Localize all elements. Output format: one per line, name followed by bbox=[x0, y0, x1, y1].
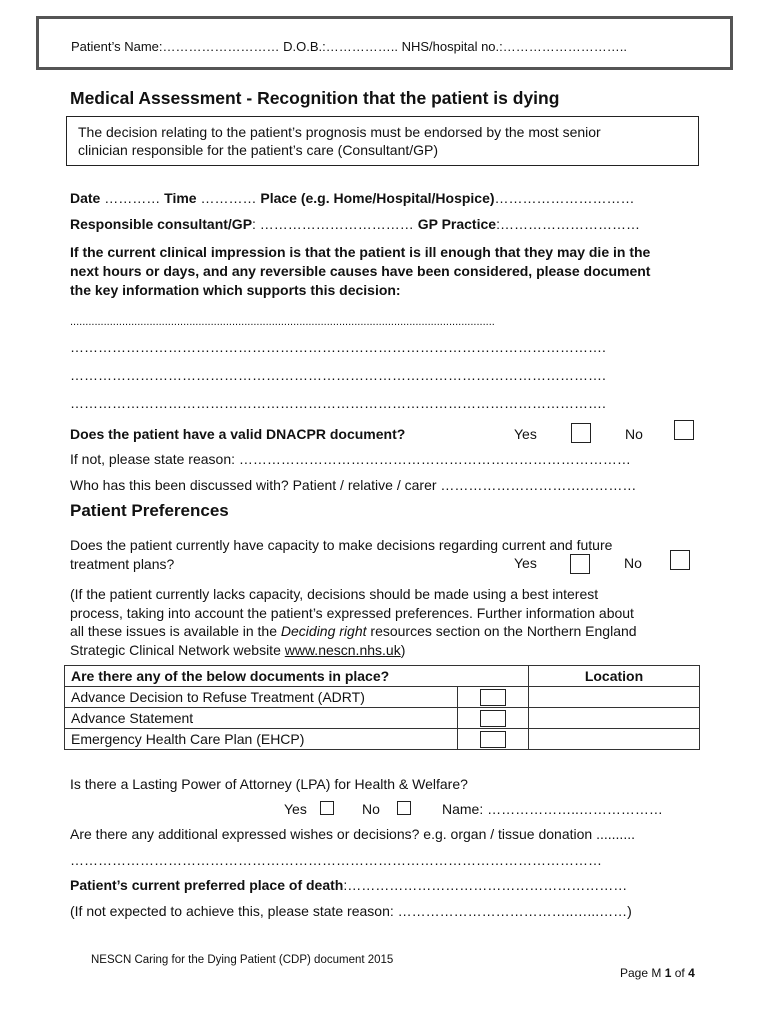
patient-details-line[interactable]: Patient’s Name:……………………… D.O.B.:…………….. NHS/hospital no.:……………………….. bbox=[71, 39, 627, 54]
documents-question-header: Are there any of the below documents in place? bbox=[65, 666, 529, 687]
time-label: Time bbox=[164, 190, 197, 206]
advance-statement-label: Advance Statement bbox=[65, 708, 458, 729]
lacks-line-4 bbox=[70, 641, 710, 660]
note-line-1: The decision relating to the patient’s prognosis must be endorsed by the most senior bbox=[78, 124, 601, 140]
lacks-line-4-end: ) bbox=[400, 641, 406, 658]
dnacpr-question: Does the patient have a valid DNACPR document? bbox=[70, 426, 406, 442]
nescn-website-link[interactable]: www.nescn.nhs.uk bbox=[284, 641, 401, 658]
not-expected-reason-field[interactable]: (If not expected to achieve this, please state reason: ………………………………..…...……) bbox=[70, 903, 632, 919]
deciding-right-text: Deciding right bbox=[280, 623, 367, 639]
capacity-no-checkbox[interactable] bbox=[670, 550, 690, 570]
impression-line-2: next hours or days, and any reversible causes have been considered, please document bbox=[70, 263, 651, 279]
preferred-place-field[interactable]: :…………………………………………………… bbox=[343, 877, 628, 893]
discussed-with-field[interactable]: Who has this been discussed with? Patient / relative / carer …………………………………… bbox=[70, 477, 637, 493]
time-field[interactable]: ………… bbox=[196, 190, 261, 206]
date-field[interactable]: ………… bbox=[100, 190, 165, 206]
ehcp-location-field[interactable] bbox=[529, 729, 700, 750]
dnacpr-no-label: No bbox=[625, 426, 643, 442]
consultant-line bbox=[70, 216, 640, 232]
dnacpr-no-checkbox[interactable] bbox=[674, 420, 694, 440]
key-information-line-3[interactable]: ……………………………………………………………………………………………………. bbox=[70, 367, 606, 383]
lacks-line-1: (If the patient currently lacks capacity, decisions should be made using a best interest bbox=[70, 586, 599, 602]
location-header: Location bbox=[529, 666, 700, 687]
gp-practice-field[interactable]: :………………………… bbox=[496, 216, 640, 232]
lpa-question: Is there a Lasting Power of Attorney (LPA) for Health & Welfare? bbox=[70, 776, 468, 792]
dnacpr-yes-label: Yes bbox=[514, 426, 537, 442]
table-row bbox=[65, 708, 700, 729]
preferred-place-label: Patient’s current preferred place of death bbox=[70, 877, 344, 893]
lacks-line-2: process, taking into account the patient’s expressed preferences. Further information about bbox=[70, 604, 634, 621]
key-information-line-2[interactable]: ……………………………………………………………………………………………………. bbox=[70, 339, 606, 355]
lacks-line-3-end: resources section on the Northern England bbox=[366, 623, 637, 639]
table-header-row bbox=[65, 666, 700, 687]
lpa-yes-checkbox[interactable] bbox=[320, 801, 334, 815]
date-time-place-line bbox=[70, 190, 635, 206]
place-field[interactable]: ………………………… bbox=[494, 190, 635, 206]
date-label: Date bbox=[70, 190, 101, 206]
lacks-line-4-start: Strategic Clinical Network website bbox=[70, 641, 285, 658]
consultant-field[interactable]: : …………………………… bbox=[252, 216, 418, 232]
page-of: of bbox=[671, 966, 689, 980]
preferred-place-line bbox=[70, 877, 627, 893]
adrt-label: Advance Decision to Refuse Treatment (ADRT) bbox=[65, 687, 458, 708]
table-row bbox=[65, 687, 700, 708]
capacity-yes-checkbox[interactable] bbox=[570, 554, 590, 574]
key-information-line-4[interactable]: ……………………………………………………………………………………………………. bbox=[70, 395, 606, 411]
consultant-label: Responsible consultant/GP bbox=[70, 216, 253, 232]
advance-statement-checkbox[interactable] bbox=[480, 710, 506, 727]
page-total: 4 bbox=[688, 966, 695, 980]
place-label: Place (e.g. Home/Hospital/Hospice) bbox=[260, 190, 495, 206]
gp-practice-label: GP Practice bbox=[417, 216, 497, 232]
adrt-location-field[interactable] bbox=[529, 687, 700, 708]
dnacpr-reason-field[interactable]: If not, please state reason: ………………………………………………………………………… bbox=[70, 451, 631, 467]
capacity-line-2: treatment plans? bbox=[70, 556, 175, 572]
ehcp-checkbox[interactable] bbox=[480, 731, 506, 748]
patient-header-box bbox=[36, 16, 733, 70]
impression-line-1: If the current clinical impression is that the patient is ill enough that they may die in the bbox=[70, 244, 651, 260]
adrt-checkbox[interactable] bbox=[480, 689, 506, 706]
clinical-impression-instructions bbox=[70, 243, 710, 300]
lpa-name-field[interactable]: Name: ………………..……………… bbox=[442, 801, 663, 817]
page-number bbox=[620, 966, 695, 980]
page-prefix: Page M bbox=[620, 966, 665, 980]
endorsement-note bbox=[66, 116, 699, 166]
additional-wishes-line-2[interactable]: …………………………………………………………………………………………………… bbox=[70, 852, 602, 868]
ehcp-label: Emergency Health Care Plan (EHCP) bbox=[65, 729, 458, 750]
additional-wishes-field[interactable]: Are there any additional expressed wishes or decisions? e.g. organ / tissue donation .......... bbox=[70, 826, 635, 842]
page-current: 1 bbox=[664, 966, 672, 980]
lacks-line-3-start: all these issues is available in the bbox=[70, 623, 281, 639]
page-title: Medical Assessment - Recognition that the patient is dying bbox=[70, 88, 560, 108]
lpa-no-label: No bbox=[362, 801, 380, 817]
dnacpr-yes-checkbox[interactable] bbox=[571, 423, 591, 443]
capacity-yes-label: Yes bbox=[514, 555, 537, 571]
lpa-yes-label: Yes bbox=[284, 801, 307, 817]
capacity-line-1: Does the patient currently have capacity to make decisions regarding current and future bbox=[70, 537, 613, 553]
key-information-line-1[interactable]: ........................................................................................................................................... bbox=[70, 316, 495, 328]
lacks-line-3 bbox=[70, 622, 710, 641]
lacks-capacity-note bbox=[70, 585, 710, 659]
capacity-no-label: No bbox=[624, 555, 642, 571]
impression-line-3: the key information which supports this decision: bbox=[70, 282, 401, 298]
documents-table bbox=[64, 665, 700, 750]
table-row bbox=[65, 729, 700, 750]
footer-document-name: NESCN Caring for the Dying Patient (CDP) document 2015 bbox=[91, 954, 394, 966]
capacity-question bbox=[70, 536, 710, 574]
advance-statement-location-field[interactable] bbox=[529, 708, 700, 729]
patient-preferences-heading: Patient Preferences bbox=[70, 501, 229, 520]
note-line-2: clinician responsible for the patient’s care (Consultant/GP) bbox=[78, 142, 439, 158]
lpa-no-checkbox[interactable] bbox=[397, 801, 411, 815]
